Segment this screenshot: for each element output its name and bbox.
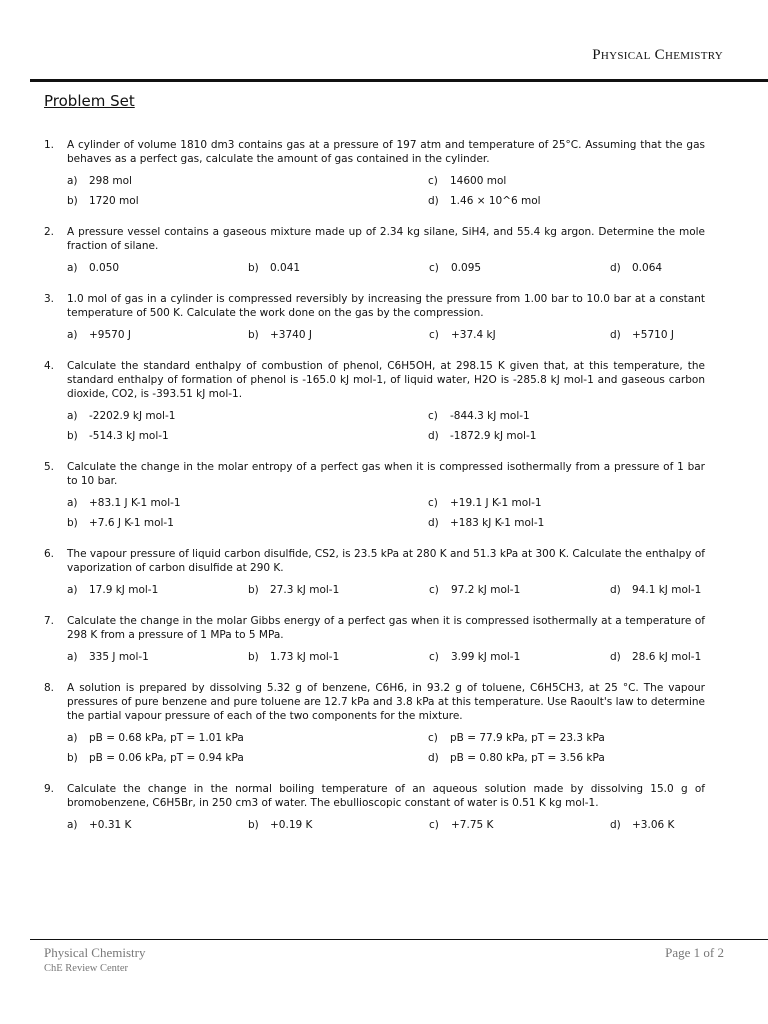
answer-choices [67, 815, 705, 835]
choice-value: +5710 J [632, 329, 674, 341]
answer-choice [428, 195, 541, 207]
footer-divider [30, 939, 768, 940]
answer-choice [248, 651, 429, 663]
choice-value: 0.041 [270, 262, 301, 274]
choice-value: +7.6 J K-1 mol-1 [89, 517, 174, 529]
choice-row [67, 171, 705, 191]
choice-value: -514.3 kJ mol-1 [89, 430, 169, 442]
choice-label: d) [610, 262, 621, 274]
answer-choices [67, 325, 705, 345]
answer-choice [610, 819, 674, 831]
choice-row [67, 815, 705, 835]
choice-label: c) [429, 262, 439, 274]
footer-subtitle: ChE Review Center [44, 963, 128, 974]
answer-choice [67, 430, 428, 442]
problem-number: 2. [44, 226, 55, 238]
answer-choice [67, 584, 248, 596]
choice-label: d) [610, 819, 621, 831]
choice-value: 14600 mol [450, 175, 507, 187]
problem-list [0, 138, 768, 849]
problem-text: Calculate the standard enthalpy of combustion of phenol, C6H5OH, at 298.15 K given that, at this temperature, the standard enthalpy of formation of phenol is -165.0 kJ mol-1, of liquid water, H2O is -285.8 kJ mol-1 and gaseous carbon dioxide, CO2, is -393.51 kJ mol-1. [67, 360, 705, 400]
problem-number: 5. [44, 461, 55, 473]
choice-value: +7.75 K [451, 819, 494, 831]
choice-value: 17.9 kJ mol-1 [89, 584, 159, 596]
choice-value: 3.99 kJ mol-1 [451, 651, 521, 663]
answer-choice [610, 651, 701, 663]
answer-choice [429, 262, 610, 274]
problem-item [0, 547, 768, 600]
choice-label: a) [67, 732, 78, 744]
problem-text: Calculate the change in the normal boiling temperature of an aqueous solution made by dissolving 15.0 g of bromobenzene, C6H5Br, in 250 cm3 of water. The ebullioscopic constant of water is 0.51 K kg mol-1. [67, 783, 705, 809]
choice-label: a) [67, 584, 78, 596]
choice-value: 0.064 [632, 262, 663, 274]
choice-row [67, 191, 705, 211]
problem-text: 1.0 mol of gas in a cylinder is compressed reversibly by increasing the pressure from 1.00 bar to 10.0 bar at a constant temperature of 500 K. Calculate the work done on the gas by the compression. [67, 293, 705, 319]
answer-choice [610, 262, 662, 274]
answer-choice [429, 584, 610, 596]
problem-number: 8. [44, 682, 55, 694]
choice-label: b) [248, 329, 259, 341]
choice-value: -2202.9 kJ mol-1 [89, 410, 176, 422]
answer-choice [428, 752, 605, 764]
choice-label: a) [67, 819, 78, 831]
answer-choice [428, 430, 536, 442]
choice-label: a) [67, 651, 78, 663]
answer-choice [67, 651, 248, 663]
choice-value: 97.2 kJ mol-1 [451, 584, 521, 596]
choice-row [67, 325, 705, 345]
choice-value: pB = 77.9 kPa, pT = 23.3 kPa [450, 732, 605, 744]
problem-item [0, 359, 768, 446]
choice-label: d) [428, 752, 439, 764]
answer-choice [610, 584, 701, 596]
choice-label: c) [428, 732, 438, 744]
problem-number: 9. [44, 783, 55, 795]
choice-label: c) [429, 584, 439, 596]
answer-choice [428, 410, 530, 422]
footer-title: Physical Chemistry [44, 945, 146, 960]
choice-label: d) [610, 651, 621, 663]
choice-label: a) [67, 175, 78, 187]
choice-value: 1720 mol [89, 195, 139, 207]
answer-choice [610, 329, 674, 341]
choice-label: c) [428, 497, 438, 509]
choice-value: +83.1 J K-1 mol-1 [89, 497, 181, 509]
header-title: Physical Chemistry [592, 47, 723, 63]
choice-value: pB = 0.06 kPa, pT = 0.94 kPa [89, 752, 244, 764]
answer-choice [248, 262, 429, 274]
choice-row [67, 513, 705, 533]
problem-item [0, 614, 768, 667]
problem-item [0, 292, 768, 345]
header-divider [30, 79, 768, 82]
problem-item [0, 138, 768, 211]
answer-choice [67, 819, 248, 831]
problem-item [0, 460, 768, 533]
answer-choice [67, 175, 428, 187]
choice-value: 298 mol [89, 175, 132, 187]
choice-label: c) [428, 175, 438, 187]
choice-label: a) [67, 497, 78, 509]
choice-value: 27.3 kJ mol-1 [270, 584, 340, 596]
choice-label: a) [67, 262, 78, 274]
choice-label: a) [67, 410, 78, 422]
choice-label: b) [67, 517, 78, 529]
problem-text: A cylinder of volume 1810 dm3 contains gas at a pressure of 197 atm and temperature of 25°C. Assuming that the gas behaves as a perfect gas, calculate the amount of gas contained in the cylinder. [67, 139, 705, 165]
choice-value: +0.19 K [270, 819, 313, 831]
choice-value: +9570 J [89, 329, 131, 341]
choice-value: pB = 0.80 kPa, pT = 3.56 kPa [450, 752, 605, 764]
choice-value: -1872.9 kJ mol-1 [450, 430, 537, 442]
choice-label: b) [248, 262, 259, 274]
choice-row [67, 426, 705, 446]
answer-choices [67, 580, 705, 600]
choice-value: +0.31 K [89, 819, 132, 831]
problem-text: A solution is prepared by dissolving 5.32 g of benzene, C6H6, in 93.2 g of toluene, C6H5CH3, at 25 °C. The vapour pressures of pure benzene and pure toluene are 12.7 kPa and 3.8 kPa at this temperature. Use Raoult's law to determine the partial vapour pressure of each of the two components for the mixture. [67, 682, 705, 722]
choice-value: 94.1 kJ mol-1 [632, 584, 702, 596]
choice-value: +183 kJ K-1 mol-1 [450, 517, 545, 529]
answer-choice [248, 584, 429, 596]
answer-choices [67, 258, 705, 278]
answer-choices [67, 728, 705, 768]
choice-row [67, 647, 705, 667]
choice-label: d) [610, 584, 621, 596]
problem-set-title: Problem Set [44, 92, 135, 110]
choice-value: +3.06 K [632, 819, 675, 831]
answer-choice [67, 410, 428, 422]
choice-value: 335 J mol-1 [89, 651, 149, 663]
choice-value: -844.3 kJ mol-1 [450, 410, 530, 422]
choice-value: +37.4 kJ [451, 329, 496, 341]
problem-number: 1. [44, 139, 55, 151]
choice-value: pB = 0.68 kPa, pT = 1.01 kPa [89, 732, 244, 744]
answer-choice [248, 819, 429, 831]
answer-choices [67, 647, 705, 667]
answer-choice [429, 329, 610, 341]
choice-label: b) [67, 430, 78, 442]
choice-row [67, 728, 705, 748]
answer-choice [429, 651, 610, 663]
answer-choice [248, 329, 429, 341]
choice-row [67, 493, 705, 513]
problem-item [0, 681, 768, 768]
choice-row [67, 748, 705, 768]
problem-text: Calculate the change in the molar Gibbs energy of a perfect gas when it is compressed isothermally at a temperature of 298 K from a pressure of 1 MPa to 5 MPa. [67, 615, 705, 641]
choice-label: a) [67, 329, 78, 341]
answer-choice [67, 517, 428, 529]
answer-choice [428, 732, 605, 744]
problem-text: The vapour pressure of liquid carbon disulfide, CS2, is 23.5 kPa at 280 K and 51.3 kPa at 300 K. Calculate the enthalpy of vaporization of carbon disulfide at 290 K. [67, 548, 705, 574]
choice-label: c) [428, 410, 438, 422]
choice-label: b) [67, 752, 78, 764]
problem-number: 4. [44, 360, 55, 372]
choice-value: +19.1 J K-1 mol-1 [450, 497, 542, 509]
choice-label: d) [428, 517, 439, 529]
choice-row [67, 258, 705, 278]
page-number: Page 1 of 2 [665, 945, 724, 960]
answer-choice [428, 175, 506, 187]
answer-choice [429, 819, 610, 831]
answer-choice [67, 262, 248, 274]
problem-item [0, 782, 768, 835]
problem-text: Calculate the change in the molar entropy of a perfect gas when it is compressed isothermally from a pressure of 1 bar to 10 bar. [67, 461, 705, 487]
choice-value: 1.73 kJ mol-1 [270, 651, 340, 663]
answer-choice [67, 329, 248, 341]
choice-label: d) [428, 430, 439, 442]
answer-choices [67, 493, 705, 533]
choice-label: b) [248, 584, 259, 596]
problem-text: A pressure vessel contains a gaseous mixture made up of 2.34 kg silane, SiH4, and 55.4 kg argon. Determine the mole fraction of silane. [67, 226, 705, 252]
choice-label: d) [610, 329, 621, 341]
answer-choice [67, 752, 428, 764]
choice-label: b) [248, 651, 259, 663]
choice-label: c) [429, 329, 439, 341]
answer-choices [67, 406, 705, 446]
problem-number: 3. [44, 293, 55, 305]
choice-value: 28.6 kJ mol-1 [632, 651, 702, 663]
choice-value: 0.050 [89, 262, 120, 274]
answer-choice [67, 497, 428, 509]
problem-number: 6. [44, 548, 55, 560]
answer-choice [428, 517, 544, 529]
choice-label: b) [248, 819, 259, 831]
answer-choice [428, 497, 542, 509]
choice-label: c) [429, 819, 439, 831]
choice-value: +3740 J [270, 329, 312, 341]
answer-choice [67, 195, 428, 207]
choice-value: 0.095 [451, 262, 482, 274]
choice-row [67, 406, 705, 426]
choice-value: 1.46 × 10^6 mol [450, 195, 541, 207]
choice-label: c) [429, 651, 439, 663]
answer-choice [67, 732, 428, 744]
choice-label: d) [428, 195, 439, 207]
problem-number: 7. [44, 615, 55, 627]
choice-row [67, 580, 705, 600]
choice-label: b) [67, 195, 78, 207]
answer-choices [67, 171, 705, 211]
problem-item [0, 225, 768, 278]
